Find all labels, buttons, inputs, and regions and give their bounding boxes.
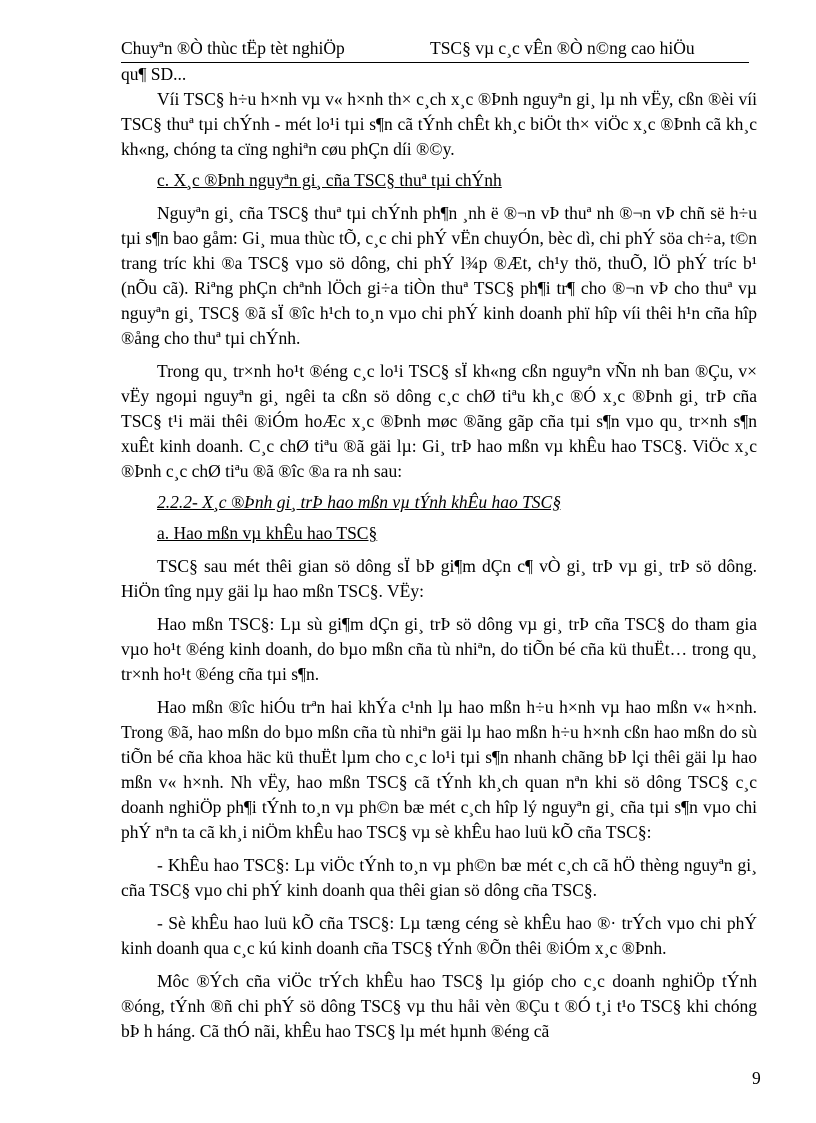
paragraph: - KhÊu hao TSC§: Lµ viÖc tÝnh to¸n vµ ph©n bæ mét c¸ch cã hÖ thèng nguyªn gi¸ cña TSC§ vµo chi phÝ kinh doanh qua thêi gian sö dông cña TSC§. — [121, 855, 757, 900]
section-heading-text: c. X¸c ®Þnh nguyªn gi¸ cña TSC§ thuª tµi chÝnh — [157, 170, 502, 190]
paragraph: - Sè khÊu hao luü kÕ cña TSC§: Lµ tæng céng sè khÊu hao ®· trÝch vµo chi phÝ kinh doanh qua c¸c kú kinh doanh cña TSC§ tÝnh ®Õn thêi ®iÓm x¸c ®Þnh. — [121, 913, 757, 958]
section-heading — [121, 521, 757, 546]
paragraph: Môc ®Ých cña viÖc trÝch khÊu hao TSC§ lµ gióp cho c¸c doanh nghiÖp tÝnh ®óng, tÝnh ®ñ chi phÝ sö dông TSC§ vµ thu håi vèn ®Çu t ®Ó t¸i t¹o TSC§ khi chóng bÞ h háng. Cã thÓ nãi, khÊu hao TSC§ lµ mét hµnh ®éng cã — [121, 971, 757, 1041]
paragraph: Trong qu¸ tr×nh ho¹t ®éng c¸c lo¹i TSC§ sÏ kh«ng cßn nguyªn vÑn nh ban ®Çu, v× vËy ngoµi nguyªn gi¸ ngêi ta cßn sö dông c¸c chØ tiªu kh¸c ®Ó x¸c ®Þnh gi¸ trÞ cña TSC§ t¹i mäi thêi ®iÓm hoÆc x¸c ®Þnh møc ®ãng gãp cña tµi s¶n vµo qu¸ tr×nh s¶n xuÊt kinh doanh. C¸c chØ tiªu ®ã gäi lµ: Gi¸ trÞ hao mßn vµ khÊu hao TSC§. ViÖc x¸c ®Þnh c¸c chØ tiªu ®ã ®îc ®a ra nh sau: — [121, 361, 757, 481]
header-right-text: TSC§ vµ c¸c vÊn ®Ò n©ng cao hiÖu — [430, 38, 695, 58]
document-body — [121, 62, 757, 1044]
page-header — [121, 38, 749, 63]
paragraph: Hao mßn TSC§: Lµ sù gi¶m dÇn gi¸ trÞ sö dông vµ gi¸ trÞ cña TSC§ do tham gia vµo ho¹t ®éng kinh doanh, do bµo mßn cña tù nhiªn, do tiÕn bé cña kü thuËt… trong qu¸ tr×nh ho¹t ®éng cña tµi s¶n. — [121, 614, 757, 684]
header-left-text: Chuyªn ®Ò thùc tËp tèt nghiÖp — [121, 38, 345, 58]
paragraph: TSC§ sau mét thêi gian sö dông sÏ bÞ gi¶m dÇn c¶ vÒ gi¸ trÞ vµ gi¸ trÞ sö dông. HiÖn tîng nµy gäi lµ hao mßn TSC§. VËy: — [121, 556, 757, 601]
page-number: 9 — [752, 1068, 761, 1088]
subsection-heading-text: 2.2.2- X¸c ®Þnh gi¸ trÞ hao mßn vµ tÝnh khÊu hao TSC§ — [157, 492, 561, 512]
paragraph: Hao mßn ®îc hiÓu trªn hai khÝa c¹nh lµ hao mßn h÷u h×nh vµ hao mßn v« h×nh. Trong ®ã, hao mßn do bµo mßn cña tù nhiªn gäi lµ hao mßn h÷u h×nh cßn hao mßn do sù tiÕn bé cña khoa häc kü thuËt lµm cho c¸c lo¹i tµi s¶n nhanh chãng bÞ lçi thêi gäi lµ hao mßn v« h×nh. Nh vËy, hao mßn TSC§ cã tÝnh kh¸ch quan nªn khi sö dông TSC§ c¸c doanh nghiÖp ph¶i tÝnh to¸n vµ ph©n bæ mét c¸ch hîp lý nguyªn gi¸ cña tµi s¶n vµo chi phÝ nªn ta cã kh¸i niÖm khÊu hao TSC§ vµ sè khÊu hao luü kÕ cña TSC§: — [121, 697, 757, 842]
section-heading-text: a. Hao mßn vµ khÊu hao TSC§ — [157, 523, 378, 543]
paragraph: Víi TSC§ h÷u h×nh vµ v« h×nh th× c¸ch x¸c ®Þnh nguyªn gi¸ lµ nh vËy, cßn ®èi víi TSC§ thuª tµi chÝnh - mét lo¹i tµi s¶n cã tÝnh chÊt kh¸c biÖt th× viÖc x¸c ®Þnh cã kh¸c kh«ng, chóng ta cïng nghiªn cøu phÇn díi ®©y. — [121, 89, 757, 159]
paragraph: qu¶ SD... — [121, 64, 187, 84]
subsection-heading — [121, 490, 757, 515]
section-heading — [121, 168, 757, 193]
paragraph: Nguyªn gi¸ cña TSC§ thuª tµi chÝnh ph¶n ¸nh ë ®¬n vÞ thuª nh ®¬n vÞ chñ së h÷u tµi s¶n bao gåm: Gi¸ mua thùc tÕ, c¸c chi phÝ vËn chuyÓn, bèc dì, chi phÝ söa ch÷a, t©n trang tríc khi ®a TSC§ vµo sö dông, chi phÝ l¾p ®Æt, ch¹y thö, thuÕ, lÖ phÝ tríc b¹ (nÕu cã). Riªng phÇn chªnh lÖch gi÷a tiÒn thuª TSC§ ph¶i tr¶ cho ®¬n vÞ cho thuª vµ nguyªn gi¸ TSC§ ®ã sÏ ®îc h¹ch to¸n vµo chi phÝ kinh doanh phï hîp víi thêi h¹n cña hîp ®ång cho thuª tµi chÝnh. — [121, 203, 757, 348]
